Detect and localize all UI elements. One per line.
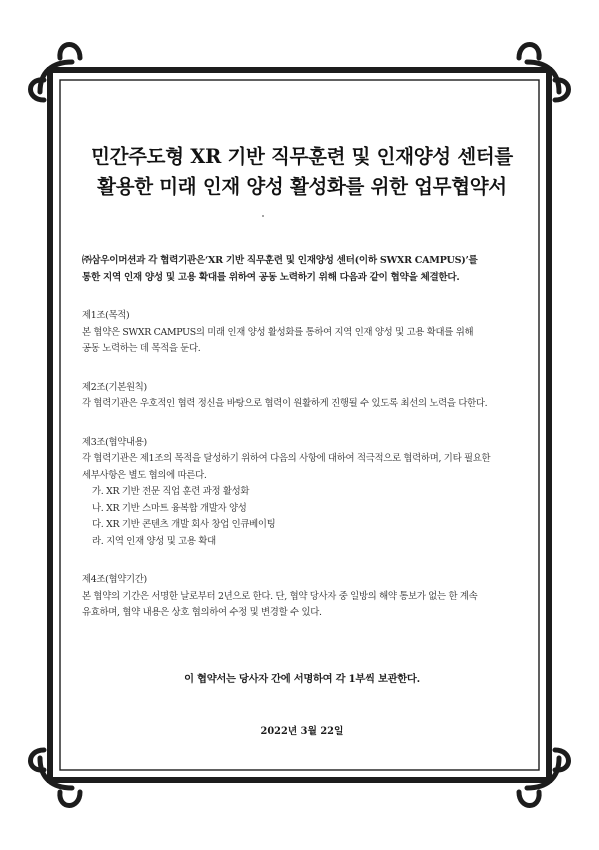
intro-paragraph (82, 252, 522, 286)
article-text: 각 협력기관은 우호적인 협력 정신을 바탕으로 협력이 원활하게 진행될 수 있도록 최선의 노력을 다한다. (82, 398, 488, 409)
intro-line-1: ㈜삼우이머션과 각 협력기관은‘XR 기반 직무훈련 및 인재양성 센터(이하 SWXR CAMPUS)’를 (82, 255, 478, 266)
article-text: 본 협약은 SWXR CAMPUS의 미래 인재 양성 활성화를 통하여 지역 인재 양성 및 고용 확대를 위해 (82, 326, 474, 338)
intro-line-2: 통한 지역 인재 양성 및 고용 확대를 위하여 공동 노력하기 위해 다음과 같이 협약을 체결한다. (82, 272, 460, 283)
article-2 (82, 380, 522, 413)
article-3 (82, 435, 522, 551)
title-line-2: 활용한 미래 인재 양성 활성화를 위한 업무협약서 (97, 175, 507, 198)
article-text: 세부사항은 별도 협의에 따른다. (82, 469, 207, 481)
article-text: 유효하며, 협약 내용은 상호 협의하여 수정 및 변경할 수 있다. (82, 607, 322, 618)
article-text: 본 협약의 기간은 서명한 날로부터 2년으로 한다. 단, 협약 당사자 중 일방의 해약 통보가 없는 한 계속 (82, 590, 478, 602)
article-text: 각 협력기관은 제1조의 목적을 달성하기 위하여 다음의 사항에 대하여 적극적으로 협력하며, 기타 필요한 (82, 453, 491, 464)
article-list-item: 다. XR 기반 콘텐츠 개발 회사 창업 인큐베이팅 (92, 519, 276, 530)
article-list-item: 나. XR 기반 스마트 융복합 개발자 양성 (92, 502, 247, 514)
article-list-item: 가. XR 기반 전문 직업 훈련 과정 활성화 (92, 486, 250, 497)
closing-statement: 이 협약서는 당사자 간에 서명하여 각 1부씩 보관한다. (184, 672, 420, 685)
signing-date: 2022년 3월 22일 (260, 725, 344, 737)
article-list-item: 라. 지역 인재 양성 및 고용 확대 (92, 535, 216, 547)
document-title (82, 142, 522, 202)
title-line-1: 민간주도형 XR 기반 직무훈련 및 인재양성 센터를 (91, 145, 513, 168)
article-heading: 제2조(기본원칙) (82, 381, 147, 393)
article-1 (82, 308, 522, 358)
article-4 (82, 572, 522, 622)
stray-mark (262, 215, 264, 217)
article-heading: 제3조(협약내용) (82, 436, 147, 448)
article-heading: 제1조(목적) (82, 310, 130, 321)
article-heading: 제4조(협약기간) (82, 574, 147, 585)
agreement-document (82, 130, 522, 737)
article-text: 공동 노력하는 데 목적을 둔다. (82, 343, 201, 354)
